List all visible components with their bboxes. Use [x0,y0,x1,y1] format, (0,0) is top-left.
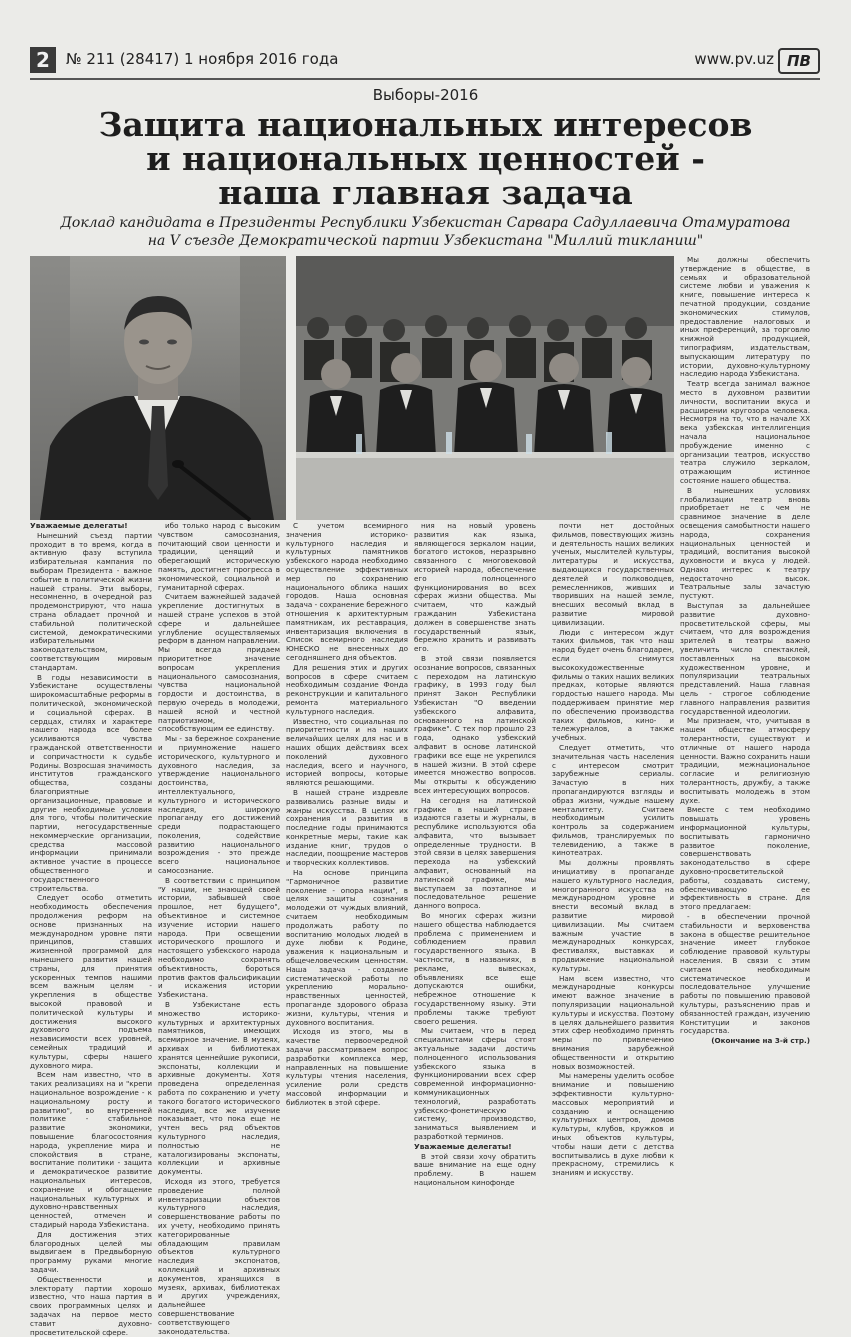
article-paragraph: В нынешних условиях глобализации театр вновь приобретает не с чем не сравнимое значение в деле освещения самобытности нашего народа, сохранения национальных ценностей и традиций, воспитания высокой духовности и вкуса у людей. Однако интерес к театру недостаточно высок. Театральные залы зачастую пустуют. [680,485,810,601]
article-paragraph: Для решения этих и других вопросов в сфере считаем необходимым создание Фонда реконструкции и капитального ремонта материального культурного наследия. [286,662,408,716]
article-paragraph: Театр всегда занимал важное место в духовном развитии личности, воспитании вкуса и расширении кругозора человека. Несмотря на то, что в начале XX века узбекская интеллигенция начала национальное пробуждение именно с организации театров, искусство театра служило зеркалом, отражающим истинное состояние нашего общества. [680,379,810,485]
article-paragraph: В этой связи хочу обратить ваше внимание на еще одну проблему. В нашем национальном кинофонде [414,1151,536,1187]
text-column-5 [552,522,674,1178]
article-paragraph: Исходя из этого, требуется проведение полной инвентаризации объектов культурного наследия, совершенствование работы по их учету, необходимо принять категорированные обладающим правилам объектов культурного наследия экспонатов, коллекций и архивных документов, хранящихся в музеях, архивах, библиотеках и других учреждениях, дальнейшее совершенствование соответствующего законодательства. [158,1176,280,1336]
article-paragraph: В этой связи появляется осознание вопросов, связанных с переходом на латинскую графику, в 1993 году был принят Закон Республики Узбекистан "О введении узбекского алфавита, основанного на латинской графике". С тех пор прошло 23 года, однако узбекский алфавит в основе латинской графики все еще не укрепился в нашей жизни. В этой сфере имеется множество вопросов. Мы открыты к обсуждению всех интересующих вопросов. [414,653,536,795]
text-column-1 [30,521,152,1337]
speaker-photo [30,256,286,520]
text-column-2 [158,521,280,1336]
article-paragraph: Следует особо отметить необходимость обеспечения продолжения реформ на основе признанных на международном уровне пяти принципов, ставших жизненной программой для нынешнего развития нашей страны, для принятия ускоренных темпов нашими всем важным целям - укрепления в обществе высокой правовой и политической культуры и достижения высокого духовного подъема независимости всех уровней, семейных традиций и культуры, сферы нашего духовного мира. [30,893,152,1070]
greeting-paragraph: Уважаемые делегаты! [30,521,128,530]
article-paragraph: Мы намерены уделить особое внимание и повышению эффективности культурно-массовых мероприятий и созданию и оснащению культурных центров, домов культуры, клубов, кружков и иных объектов культуры, чтобы наши дети с детства воспитывались в духе любви к прекрасному, стремились к знаниям и искусству. [552,1071,674,1178]
newspaper-logo: ПВ [778,48,820,74]
article-title [40,105,811,212]
article-paragraph: В нашей стране издревле развивались разные виды и жанры искусства. В целях их сохранения и развития в последние годы принимаются конкретные меры, такие как издание книг, трудов о наследии, поощрение мастеров и творческих коллективов. [286,787,408,868]
article-paragraph: Во многих сферах жизни нашего общества наблюдается проблема с применением и соблюдением правил государственного языка. В частности, в названиях, в рекламе, вывесках, объявлениях все еще допускаются ошибки, небрежное отношение к государственному языку. Эти проблемы также требуют своего решения. [414,911,536,1026]
article-paragraph: Выступая за дальнейшее развитие духовно-просветительской сферы, мы считаем, что для возрождения зрителей в театры важно увеличить число спектаклей, поставленных на высоком художественном уровне, и популяризации театральных представлений. Наша главная цель - строгое соблюдение главного направления развития государственной идеологии. [680,601,810,716]
article-paragraph: В годы независимости в Узбекистане осуществлены широкомасштабные реформы в политической, экономической и социальной сферах. В сердцах, стилях и характере нашего народа все более усиливаются чувства гражданской ответственности и сопричастности к судьбе Родины. Возросшая значимость институтов гражданского общества, созданы благоприятные организационные, правовые и другие необходимые условия для того, чтобы политические партии, негосударственные некоммерческие организации, средства массовой информации принимали активное участие в процессе общественного и государственного строительства. [30,672,152,893]
issue-info: № 211 (28417) 1 ноября 2016 года [66,50,339,68]
header-divider [30,78,820,80]
group-photo-icon [296,256,674,520]
article-paragraph: Нам всем известно, что международные конкурсы имеют важное значение в популяризации национальной культуры и искусства. Поэтому в целях дальнейшего развития этих сфер необходимо принять меры по привлечению внимания зарубежной общественности и открытию новых возможностей. [552,973,674,1071]
article-paragraph: Общественности и электорату партии хорошо известно, что наша партия в своих программных целях и задачах на первое место ставит духовно-просветительской сфере. [30,1274,152,1337]
title-line-2: и национальных ценностей - [146,139,705,178]
article-paragraph: ибо только народ с высоким чувством самосознания, почитающий свои ценности и традиции, ценящий и оберегающий историческую память, достигнет прогресса в экономической, социальной и гуманитарной сферах. [158,521,280,592]
article-paragraph: На сегодня на латинской графике в нашей стране издаются газеты и журналы, в республике используются оба алфавита, что вызывает определенные трудности. В этой связи в целях завершения перехода на узбекский алфавит, основанный на латинской графике, мы выступаем за поэтапное и последовательное решение данного вопроса. [414,795,536,911]
article-paragraph: Люди с интересом ждут таких фильмов, так что наш народ будет очень благодарен, если снимутся высокохудожественные фильмы о таких наших великих предках, которые являются гордостью нашего народа. Мы поддерживаем принятие мер по обеспечению производства таких фильмов, кино- и тележурналов, а также учебных. [552,627,674,743]
article-paragraph: почти нет достойных фильмов, повествующих жизнь и деятельность наших великих ученых, мыслителей культуры, литературы и искусства, выдающихся государственных деятелей и полководцев, ремесленников, живших и творивших на нашей земле, внесших весомый вклад в развитие мировой цивилизации. [552,521,674,627]
page-number: 2 [30,47,56,73]
article-subtitle [40,214,811,250]
subtitle-line-1: Доклад кандидата в Президенты Республики Узбекистан Сарвара Садуллаевича Отамуратова [60,215,791,231]
article-paragraph: Мы должны обеспечить утверждение в обществе, в семьях и образовательной системе любви и уважения к книге, повышение интереса к печатной продукции, создание экономических стимулов, предоставление налоговых и иных преференций, за торговлю книжной продукцией, типографиям, издательствам, выпускающим литературу по истории, духовно-культурному наследию народа Узбекистана. [680,255,810,379]
article-paragraph: Считаем важнейшей задачей укрепление достигнутых в нашей стране успехов в этой сфере и дальнейшее углубление осуществляемых реформ в данном направлении. Мы всегда придаем приоритетное значение вопросам укрепления национального самосознания, чувства национальной гордости и достоинства, в первую очередь в молодежи, нашей ясной и честной патриотизмом, способствующим ее единству. [158,592,280,734]
article-paragraph: На основе принципа "Гармоничное развитие поколение - опора нации", в целях защиты сознания молодежи от чуждых влияний, считаем необходимым продолжать работу по воспитанию молодых людей в духе любви к Родине, уважения к национальным и общечеловеческим ценностям. Наша задача - создание систематической работы по укреплению морально-нравственных ценностей, пропаганде здорового образа жизни, культуры, чтения и духовного воспитания. [286,868,408,1027]
text-column-3 [286,522,408,1178]
article-paragraph: В соответствии с принципом "У нации, не знающей своей истории, забывшей свое прошлое, нет будущего", объективное и системное изучение истории нашего народа. При освещении исторического прошлого и настоящего узбекского народа необходимо сохранять объективность, бороться против фактов фальсификации и искажения истории Узбекистана. [158,875,280,1000]
title-line-3: наша главная задача [218,173,633,212]
article-paragraph: Мы считаем, что в перед специалистами сферы стоят актуальные задачи достичь полноценного использования узбекского языка в функционировании всех сфер современной информационно-коммуникационных технологий, разработать узбекско-фонетическую систему, производство, заниматься выявлением и разработкой терминов. [414,1026,536,1141]
subtitle-line-2: на V съезде Демократической партии Узбекистана "Миллий тикланиш" [147,233,704,249]
article-paragraph: Нынешний съезд партии проходит в то время, когда в активную фазу вступила избирательная кампания по выборам Президента - важное событие в политической жизни нашей страны. Эти выборы, несомненно, в очередной раз продемонстрируют, что наша страна обладает прочной и стабильной политической системой, демократическими избирательными законодательством, соответствующим мировым стандартам. [30,530,152,672]
greeting-paragraph: Уважаемые делегаты! [414,1141,512,1151]
website-link[interactable]: www.pv.uz [694,50,774,68]
article-paragraph: В Узбекистане есть множество историко-культурных и архитектурных памятников, имеющих всемирное значение. В музеях, архивах и библиотеках хранятся ценнейшие рукописи, экспонаты, коллекции и архивные документы. Хотя проведена определенная работа по сохранению и учету такого богатого исторического наследия, все же изучение показывает, что пока еще не учтен весь ряд объектов культурного наследия, полностью не каталогизированы экспонаты, коллекции и архивные документы. [158,1000,280,1177]
section-rubric: Выборы-2016 [372,86,479,104]
congress-audience-photo [296,256,674,520]
article-paragraph: Для достижения этих благородных целей мы выдвигаем в Предвыборную программу руками многие задачи. [30,1229,152,1274]
article-paragraph: Мы должны проявлять инициативу в пропаганде нашего культурного наследия, многогранного искусства на международном уровне и внести весомый вклад в развитие мировой цивилизации. Мы считаем важным участие в международных конкурсах, фестивалях, выставках и продвижение национальной культуры. [552,858,674,973]
article-paragraph: Известно, что социальная по приоритетности и на наших величайших целях для нас и в наших общих действиях всех поколений духовного наследия, всего и научного, историей вопросы, которые являются решающими. [286,716,408,788]
continuation-note[interactable]: (Окончание на 3-й стр.) [711,1036,810,1046]
article-paragraph: Мы признаем, что, учитывая в нашем обществе атмосферу толерантности, существуют и отличные от нашего народа ценности. Важно сохранить наши традиции, межнациональное согласие и религиозную толерантность, дружбу, а также воспитывать молодежь в этом духе. [680,716,810,805]
article-paragraph: Мы - за бережное сохранение и приумножение нашего исторического, культурного и духовного наследия, за утверждение национального достоинства, интеллектуального, культурного и исторического наследия, широкую пропаганду его достижений среди подрастающего поколения, содействие развитию национального возрождения - это прежде всего национальное самосознание. [158,734,280,876]
article-paragraph: Вместе с тем необходимо повышать уровень информационной культуры, воспитывать гармонично развитое поколение, совершенствовать законодательство в сфере духовно-просветительской работы, создавать систему, обеспечивающую ее эффективность в стране. Для этого предлагаем: [680,805,810,912]
page-header [30,46,820,76]
article-paragraph: Всем нам известно, что в таких реализациях на и "крепи национальное возрождение - к национальному росту и развитию", во внутренней политике - стабильное развитие экономики, повышение благосостояния народа, укрепление мира и спокойствия в стране, воспитание политики - защита и демократическое развитие национальных интересов, сохранение и обогащение национальных культурных и духовно-нравственных ценностей, отмечен и стадирый народа Узбекистана. [30,1070,152,1229]
text-column-6 [680,256,810,1178]
article-paragraph: ния на новый уровень развития как языка, являющегося зеркалом нации, богатого истоков, неразрывно связанного с многовековой историей народа, обеспечение его полноценного функционирования во всех сферах жизни общества. Мы считаем, что каждый гражданин Узбекистана должен в совершенстве знать государственный язык, бережно хранить и развивать его. [414,521,536,654]
article-paragraph: - в обеспечении прочной стабильности и верховенства закона в обществе решительное значение имеет глубокое соблюдение правовой культуры населения. В связи с этим считаем необходимым систематическое и последовательное улучшение работы по повышению правовой культуры, разъяснению прав и обязанностей граждан, изучению Конституции и законов государства. [680,911,810,1036]
text-column-4 [414,521,536,1187]
article-paragraph: Исходя из этого, мы в качестве первоочередной задачи рассматриваем вопрос разработки комплекса мер, направленных на повышение культуры чтения населения, усиление роли средств массовой информации и библиотек в этой сфере. [286,1027,408,1107]
article-paragraph: Следует отметить, что значительная часть населения с интересом смотрит зарубежные сериалы. Зачастую в них пропагандируются взгляды и образ жизни, чуждые нашему менталитету. Считаем необходимым усилить контроль за содержанием фильмов, транслируемых по телевидению, а также в кинотеатрах. [552,742,674,858]
article-paragraph: С учетом всемирного значения историко-культурного наследия и культурных памятников узбекского народа необходимо осуществление эффективных мер по сохранению национального облика наших городов. Наша основная задача - сохранение бережного отношения к архитектурным памятникам, их реставрация, инвентаризация включения в Список всемирного наследия ЮНЕСКО не внесенных до сегодняшнего дня объектов. [286,521,408,662]
portrait-photo-icon [30,256,286,520]
title-line-1: Защита национальных интересов [98,105,753,144]
